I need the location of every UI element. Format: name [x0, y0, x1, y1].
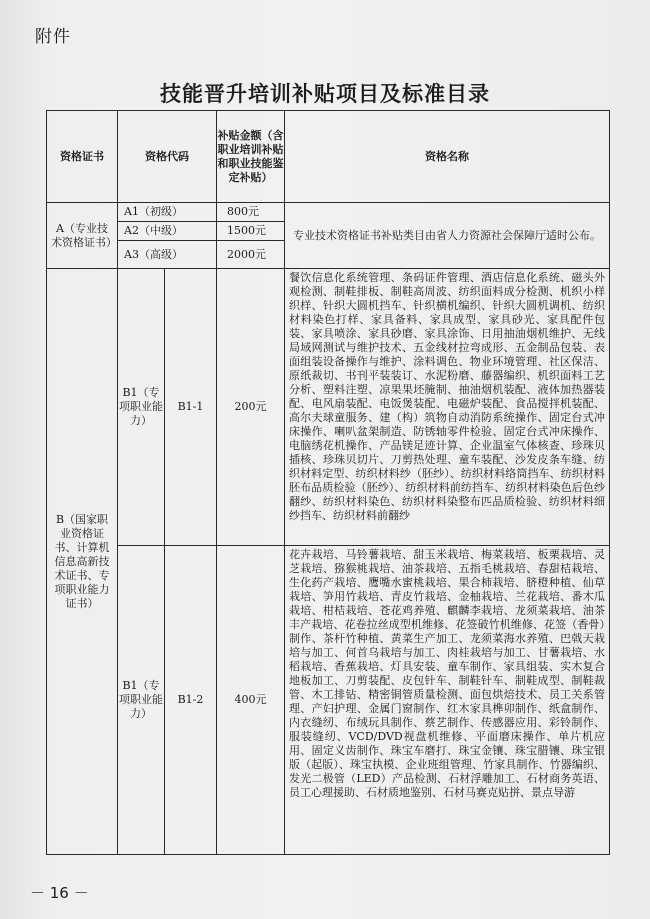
table-row — [47, 269, 610, 546]
amount-b1-1: 200元 — [217, 269, 285, 546]
page-number: － 16 － — [30, 884, 89, 902]
amount-a3: 2000元 — [217, 241, 285, 269]
category-a-description: 专业技术资格证书补贴类目由省人力资源社会保障厅适时公布。 — [285, 203, 610, 269]
amount-b1-2: 400元 — [217, 546, 285, 855]
category-b-label: B（国家职业资格证书、计算机信息高新技术证书、专项职业能力证书） — [47, 269, 118, 855]
group-b1-1-name: B1（专项职业能力） — [118, 269, 165, 546]
category-a-label: A（专业技术资格证书） — [47, 203, 118, 269]
header-certificate: 资格证书 — [47, 111, 118, 203]
header-code: 资格代码 — [118, 111, 217, 203]
amount-a2: 1500元 — [217, 222, 285, 241]
description-b1-1: 餐饮信息化系统管理、条码证件管理、酒店信息化系统、磁头外观检测、制鞋排板、制鞋高周波、纺织面料成分检测、机织小样织样、针织大圆机挡车、针织横机编织、针织大圆机调机、纺织材料染色打样、家具备料、家具成型、家具砂光、家具配件包装、家具喷涂、家具砂磨、家具涂饰、日用抽油烟机维护、无线局域网测试与维护技术、五金线材拉弯成形、五金制品包装、表面组装设备操作与维护、涂料调色、物业环境管理、社区保洁、原纸裁切、书刊平装装订、水泥粉磨、藤器编织、机织面料工艺分析、塑料注塑、凉果果坯腌制、抽油烟机装配、液体加热器装配、电风扇装配、电饭煲装配、电磁炉装配、食品搅拌机装配、高尔夫球童服务、建（构）筑物自动消防系统操作、固定台式冲床操作、喇叭盆架制造、防锈轴零件检验、固定台式冲床操作、电脑绣花机操作、产品镁足迹计算、企业温室气体核查、珍珠贝插核、珍珠贝切片、刀剪热处理、童车装配、沙发皮条车缝、纺织材料定型、纺织材料纱（胚纱）、纺织材料络筒挡车、纺织材料胚布品质检验（胚纱）、纺织材料前纺挡车、纺织材料染色后色纱翻纱、纺织材料染色、纺织材料染整布匹品质检验、纺织材料细纱挡车、纺织材料前翻纱 — [285, 269, 610, 546]
attachment-label: 附件 — [35, 27, 71, 47]
group-b1-2-name: B1（专项职业能力） — [118, 546, 165, 855]
level-a3: A3（高级） — [118, 241, 217, 269]
header-subsidy: 补贴金额（含职业培训补贴和职业技能鉴定补贴） — [217, 111, 285, 203]
header-name: 资格名称 — [285, 111, 610, 203]
code-b1-2: B1-2 — [165, 546, 217, 855]
level-a1: A1（初级） — [118, 203, 217, 222]
code-b1-1: B1-1 — [165, 269, 217, 546]
table-row — [47, 203, 610, 222]
subsidy-table — [46, 110, 610, 855]
page-title: 技能晋升培训补贴项目及标准目录 — [160, 81, 490, 106]
amount-a1: 800元 — [217, 203, 285, 222]
table-header-row — [47, 111, 610, 203]
level-a2: A2（中级） — [118, 222, 217, 241]
table-row — [47, 546, 610, 855]
description-b1-2: 花卉栽培、马铃薯栽培、甜玉米栽培、梅菜栽培、板栗栽培、灵芝栽培、猕猴桃栽培、油茶栽培、五指毛桃栽培、春甜桔栽培、生化药产栽培、鹰嘴水蜜桃栽培、果合柿栽培、脐橙种植、仙草栽培、笋用竹栽培、青皮竹栽培、金柚栽培、兰花栽培、番木瓜栽培、柑桔栽培、苍花鸡养殖、麒麟李栽培、龙须菜栽培、油茶丰产栽培、花卷拉丝成型机维修、花签破竹机维修、花签（香骨）制作、茶杆竹种植、黄菜生产加工、龙须菜海水养殖、巴戟天栽培与加工、何首乌栽培与加工、肉桂栽培与加工、甘薯栽培、水稻栽培、香蕉栽培、灯具安装、童车制作、家具组装、实木复合地板加工、刀剪装配、皮包针车、制鞋针车、制鞋成型、制鞋裁管、木工排钻、精密铜管质量检测、面包烘焙技术、员工关系管理、产妇护理、金属门窗制作、红木家具榫卯制作、纸盒制作、内衣缝纫、布绒玩具制作、蔡艺制作、传感器应用、彩铃制作、服装缝纫、VCD/DVD视盘机维修、平面磨床操作、单片机应用、固定义齿制作、珠宝车磨打、珠宝金镶、珠宝腊镶、珠宝银版（起版）、珠宝执模、企业班组管理、竹家具制作、竹器编织、发光二极管（LED）产品检测、石材浮雕加工、石材商务英语、员工心理援助、石材质地鉴别、石材马赛克贴拼、景点导游 — [285, 546, 610, 855]
